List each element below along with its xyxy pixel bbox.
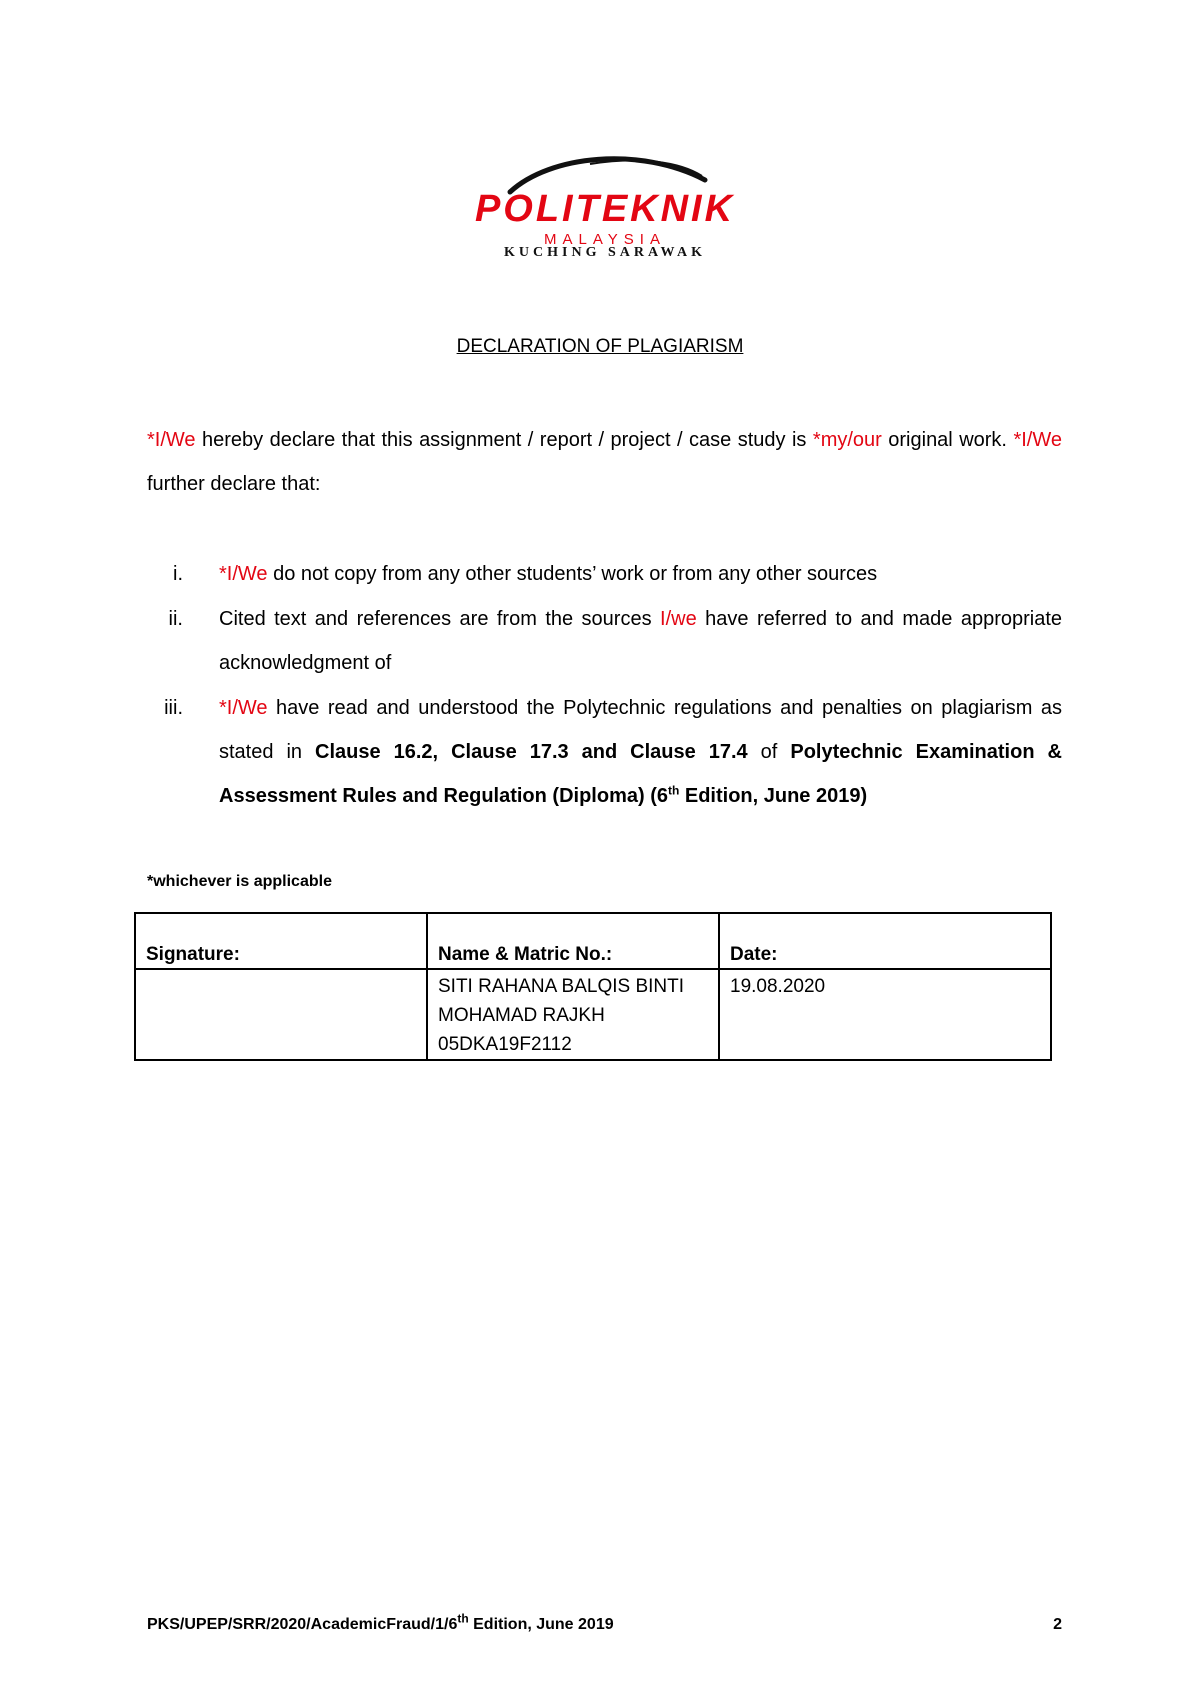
name-cell [427, 969, 719, 1060]
page-footer [147, 1611, 1062, 1633]
list-text: do not copy from any other students’ work or from any other sources [267, 563, 878, 585]
list-text: of [747, 741, 791, 763]
name-line: SITI RAHANA BALQIS BINTI [438, 976, 685, 997]
list-bold-text: Edition, June 2019) [679, 785, 868, 807]
logo-country: MALAYSIA [544, 231, 666, 248]
signature-header: Signature: [135, 913, 427, 969]
list-red-text: *I/We [219, 697, 268, 719]
list-red-text: I/we [660, 608, 697, 630]
declaration-list [147, 552, 1062, 819]
document-code-superscript: th [457, 1611, 469, 1626]
list-number: iii. [164, 697, 183, 719]
intro-red-1: *I/We [147, 429, 196, 451]
document-code: PKS/UPEP/SRR/2020/AcademicFraud/1/6 [147, 1616, 458, 1633]
list-bold-text: Polytechnic Examination & Assessment Rules and Regulation (Diploma) (6 [219, 741, 1062, 807]
name-header: Name & Matric No.: [427, 913, 719, 969]
intro-paragraph [147, 418, 1062, 506]
intro-text-3: further declare that: [147, 473, 321, 495]
date-cell: 19.08.2020 [719, 969, 1051, 1060]
list-number: ii. [168, 608, 183, 630]
signature-table [134, 912, 1052, 1061]
list-item [147, 552, 1062, 596]
signature-cell [135, 969, 427, 1060]
table-header-row [135, 913, 1051, 969]
matric-number: 05DKA19F2112 [438, 1034, 572, 1055]
table-row [135, 969, 1051, 1060]
applicability-note: *whichever is applicable [147, 873, 332, 890]
intro-red-3: *I/We [1013, 429, 1062, 451]
name-line: MOHAMAD RAJKH [438, 1005, 605, 1026]
list-red-text: *I/We [219, 563, 268, 585]
list-text: have read and understood the Polytechnic regulations and penalties on plagiarism as stated in [219, 697, 1062, 763]
list-bold-text: Clause 16.2, Clause 17.3 and Clause 17.4 [315, 741, 748, 763]
intro-text-2: original work. [881, 429, 1014, 451]
logo-campus: KUCHING SARAWAK [504, 245, 706, 260]
date-header: Date: [719, 913, 1051, 969]
logo-wordmark: POLITEKNIK [474, 188, 736, 230]
list-item [147, 686, 1062, 818]
intro-text-1: hereby declare that this assignment / report / project / case study is [195, 429, 813, 451]
page-number: 2 [1053, 1616, 1062, 1633]
list-text: have referred to and made appropriate acknowledgment of [219, 608, 1063, 674]
list-text: Cited text and references are from the sources [219, 608, 661, 630]
page-title: DECLARATION OF PLAGIARISM [456, 336, 744, 357]
document-edition: Edition, June 2019 [468, 1616, 614, 1633]
list-superscript: th [667, 783, 680, 798]
politeknik-logo [440, 150, 770, 260]
intro-red-2: *my/our [812, 429, 882, 451]
list-item [147, 597, 1062, 685]
list-number: i. [173, 563, 183, 585]
